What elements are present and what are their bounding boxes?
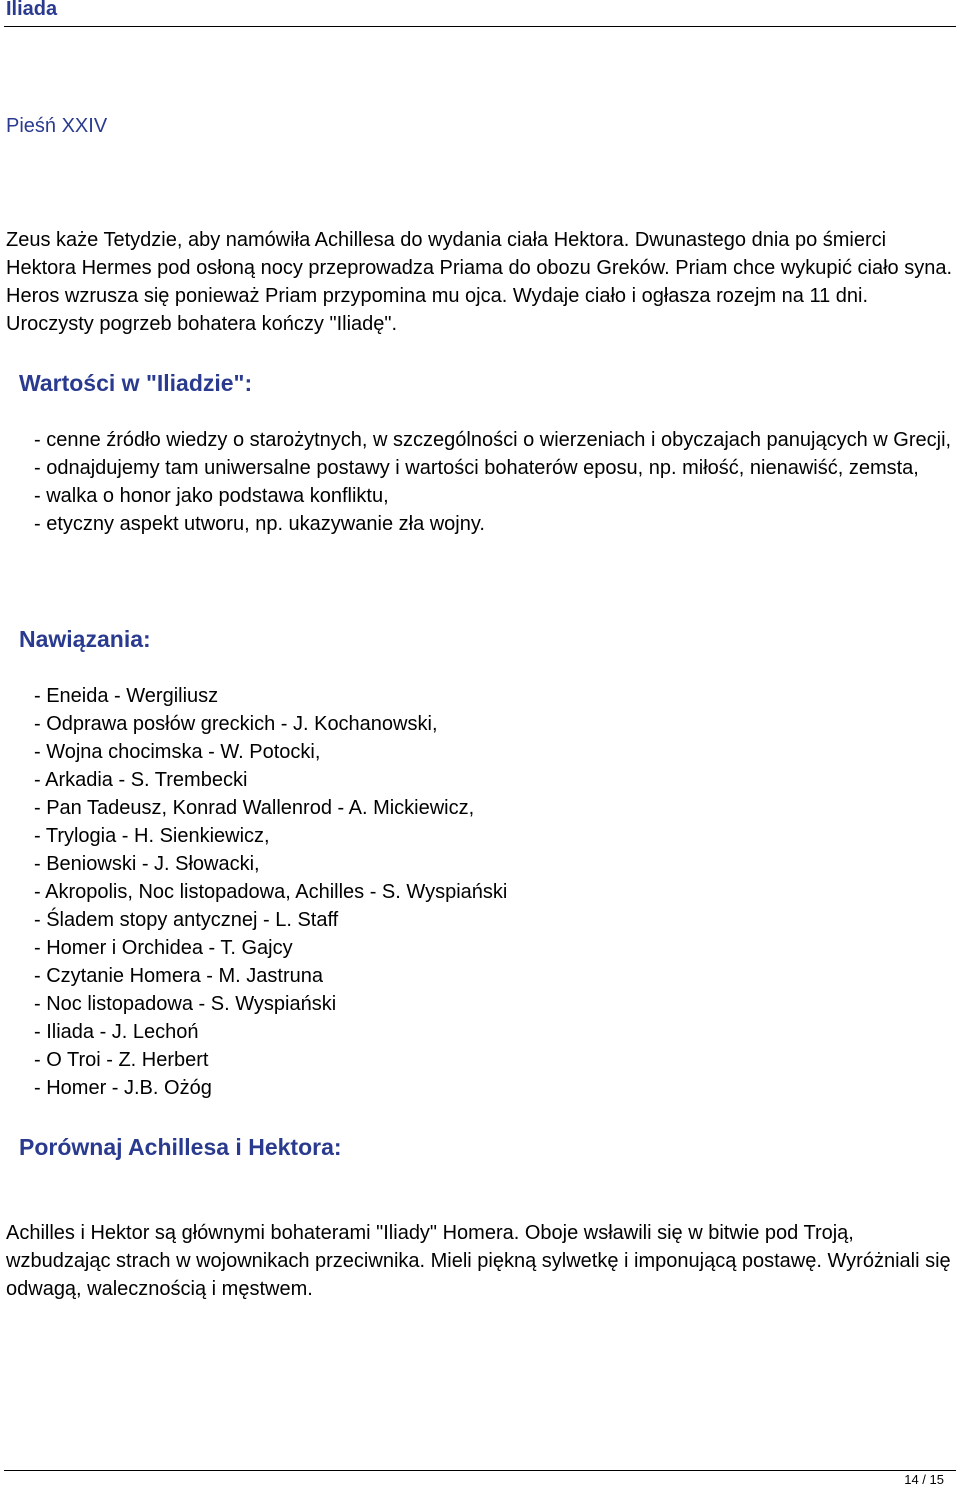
- list-item: - odnajdujemy tam uniwersalne postawy i wartości bohaterów eposu, np. miłość, nienawiść, zemsta,: [34, 457, 919, 479]
- list-item: - Trylogia - H. Sienkiewicz,: [34, 825, 270, 847]
- list-item: - cenne źródło wiedzy o starożytnych, w szczególności o wierzeniach i obyczajach panujących w Grecji,: [34, 429, 952, 451]
- list-item: - Wojna chocimska - W. Potocki,: [34, 741, 321, 763]
- footer-divider: [4, 1470, 956, 1471]
- list-item: - Czytanie Homera - M. Jastruna: [34, 965, 323, 987]
- list-item: - Homer - J.B. Ożóg: [34, 1077, 212, 1099]
- list-item: - Beniowski - J. Słowacki,: [34, 853, 260, 875]
- references-heading: Nawiązania:: [19, 626, 151, 652]
- page-number: 14 / 15: [904, 1472, 944, 1487]
- list-item: - Śladem stopy antycznej - L. Staff: [34, 909, 339, 931]
- list-item: - Akropolis, Noc listopadowa, Achilles - S. Wyspiański: [34, 881, 508, 903]
- list-item: - Arkadia - S. Trembecki: [34, 769, 248, 791]
- list-item: - walka o honor jako podstawa konfliktu,: [34, 485, 389, 507]
- list-item: - Odprawa posłów greckich - J. Kochanowski,: [34, 713, 438, 735]
- references-list: [34, 682, 960, 1102]
- comparison-heading: Porównaj Achillesa i Hektora:: [19, 1134, 342, 1160]
- values-list: [6, 426, 956, 538]
- list-item: - etyczny aspekt utworu, np. ukazywanie zła wojny.: [34, 513, 485, 535]
- list-item: - Pan Tadeusz, Konrad Wallenrod - A. Mickiewicz,: [34, 797, 475, 819]
- list-item: - O Troi - Z. Herbert: [34, 1049, 209, 1071]
- section-title: Pieśń XXIV: [6, 115, 108, 137]
- values-heading: Wartości w "Iliadzie":: [19, 370, 253, 396]
- list-item: - Iliada - J. Lechoń: [34, 1021, 199, 1043]
- list-item: - Noc listopadowa - S. Wyspiański: [34, 993, 337, 1015]
- summary-paragraph: Zeus każe Tetydzie, aby namówiła Achillesa do wydania ciała Hektora. Dwunastego dnia po śmierci Hektora Hermes pod osłoną nocy przeprowadza Priama do obozu Greków. Priam chce wykupić ciało syna. Heros wzrusza się ponieważ Priam przypomina mu ojca. Wydaje ciało i ogłasza rozejm na 11 dni. Uroczysty pogrzeb bohatera kończy "Iliadę".: [6, 229, 952, 335]
- comparison-paragraph: Achilles i Hektor są głównymi bohaterami "Iliady" Homera. Oboje wsławili się w bitwie pod Troją, wzbudzając strach w wojownikach przeciwnika. Mieli piękną sylwetkę i imponującą postawę. Wyróżniali się odwagą, walecznością i męstwem.: [6, 1222, 951, 1300]
- header-divider: [4, 26, 956, 27]
- document-title: Iliada: [6, 0, 58, 20]
- list-item: - Homer i Orchidea - T. Gajcy: [34, 937, 293, 959]
- list-item: - Eneida - Wergiliusz: [34, 685, 219, 707]
